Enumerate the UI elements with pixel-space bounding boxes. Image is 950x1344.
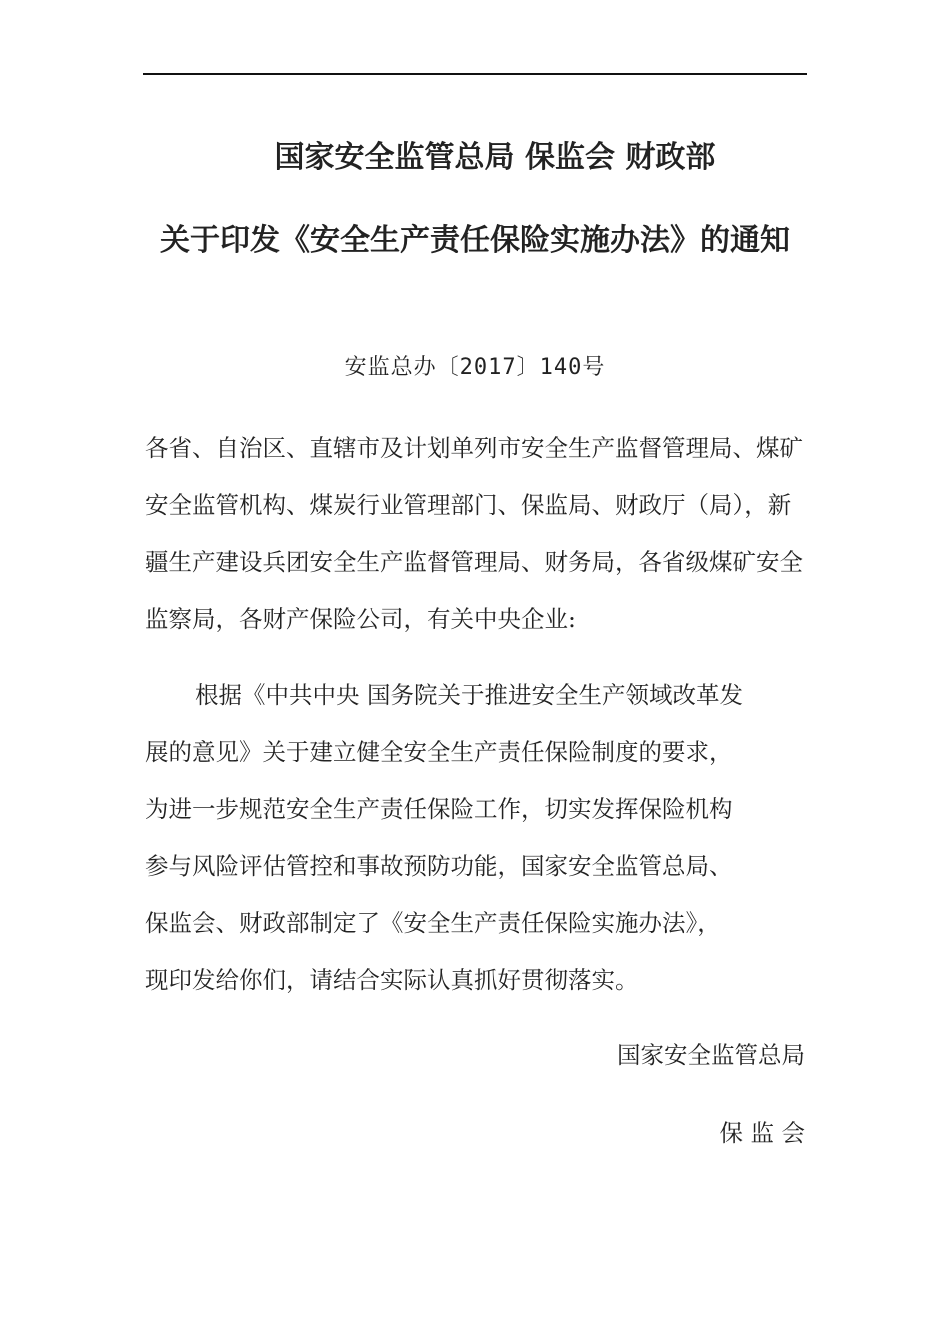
signature-circ: 保 监 会 (719, 1119, 805, 1147)
body-line: 为进一步规范安全生产责任保险工作，切实发挥保险机构 (145, 795, 733, 823)
body-line: 现印发给你们，请结合实际认真抓好贯彻落实。 (145, 966, 639, 994)
issuers-line: 国家安全监管总局 保监会 财政部 (274, 140, 716, 175)
signature-safety-admin: 国家安全监管总局 (617, 1041, 805, 1069)
body-line: 根据《中共中央 国务院关于推进安全生产领域改革发 (195, 681, 743, 709)
body-line: 展的意见》关于建立健全安全生产责任保险制度的要求， (145, 738, 733, 766)
document-title: 关于印发《安全生产责任保险实施办法》的通知 (160, 223, 790, 258)
document-number: 安监总办〔2017〕140号 (344, 355, 606, 380)
body-paragraph (145, 667, 805, 1009)
recipients-paragraph: 各省、自治区、直辖市及计划单列市安全生产监督管理局、煤矿安全监管机构、煤炭行业管理部门、保监局、财政厅（局），新疆生产建设兵团安全生产监督管理局、财务局，各省级煤矿安全监察局，各财产保险公司，有关中央企业: (145, 434, 803, 633)
body-line: 参与风险评估管控和事故预防功能，国家安全监管总局、 (145, 852, 733, 880)
top-rule (143, 73, 807, 75)
body-line: 保监会、财政部制定了《安全生产责任保险实施办法》， (145, 909, 721, 937)
